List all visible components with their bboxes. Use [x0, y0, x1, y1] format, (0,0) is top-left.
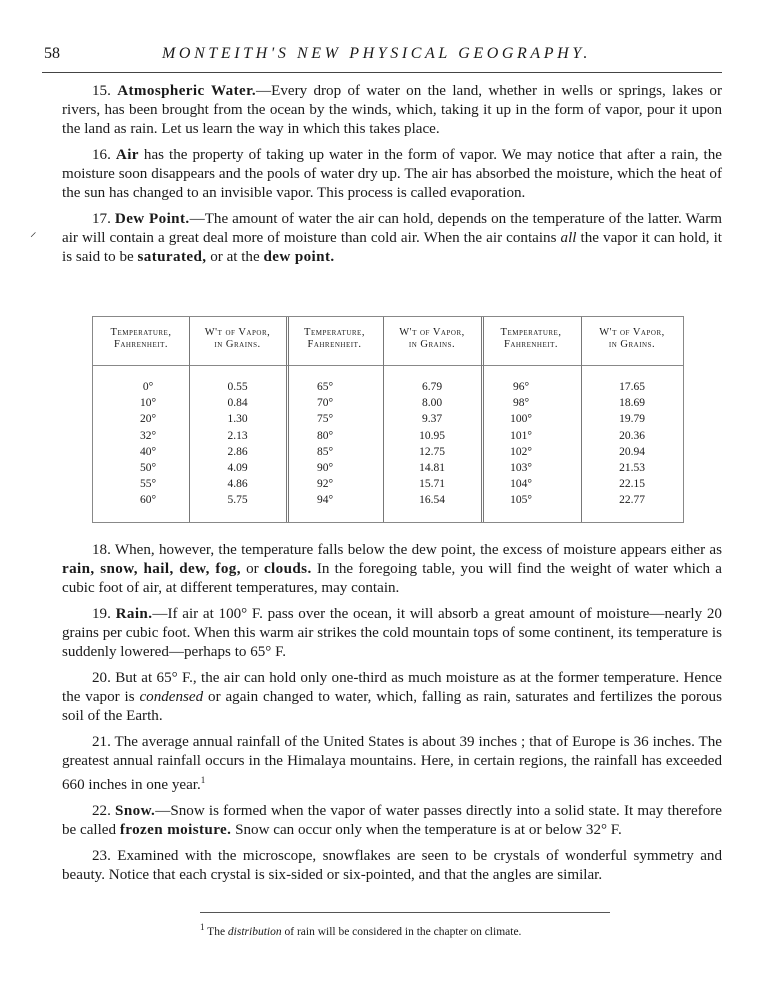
paragraph-number: 21. — [92, 734, 111, 750]
table-cell: 4.86 — [227, 478, 248, 491]
table-header-temperature: Temperature, Fahrenheit. — [110, 327, 172, 350]
paragraph-text: or again changed to water, which, falling as rain, saturates and fertilizes the porous soil of the Earth. — [62, 689, 722, 724]
table-cell: 20.36 — [619, 429, 645, 442]
paragraph-16 — [62, 146, 722, 203]
keyword: Atmospheric Water. — [117, 83, 257, 99]
table-column-temperature — [93, 379, 203, 509]
table-cell: 60° — [139, 494, 157, 507]
table-cell: 96° — [512, 381, 530, 393]
table-column-temperature — [286, 379, 364, 509]
table-cell: 15.71 — [419, 478, 445, 491]
emphasis: condensed — [139, 689, 204, 705]
paragraph-17 — [62, 210, 722, 267]
body-text-upper — [62, 82, 722, 274]
paragraph-text: the vapor it can hold, it is said to be — [62, 230, 722, 265]
table-cell: 90° — [316, 462, 334, 475]
body-text-lower — [62, 541, 722, 892]
table-header-weight: W't of Vapor, in Grains. — [599, 327, 665, 350]
table-column-weight — [383, 379, 481, 509]
table-cell: 0° — [142, 381, 154, 393]
table-cell: 9.37 — [421, 413, 443, 426]
table-cell: 102° — [510, 445, 532, 458]
footnote — [200, 920, 620, 939]
paragraph-number: 20. — [92, 670, 111, 686]
paragraph-text: —Snow is formed when the vapor of water passes directly into a solid state. It may therefore be called — [62, 803, 722, 839]
footnote-ref: 1 — [200, 775, 206, 785]
table-cell: 19.79 — [619, 413, 645, 426]
paragraph-18 — [62, 541, 722, 598]
table-cell: 20° — [139, 413, 157, 426]
table-cell: 40° — [139, 445, 157, 458]
table-cell: 17.65 — [619, 381, 645, 393]
running-header — [44, 44, 717, 64]
table-cell: 105° — [510, 494, 532, 507]
paragraph-text: —If air at 100° F. pass over the ocean, it will absorb a great amount of moisture—nearly 20 grains per cubic foot. When this warm air strikes the cold mountain tops of some continent, its temperature is suddenly lowered—perhaps to 65° F. — [62, 606, 722, 660]
table-header-temperature: Temperature, Fahrenheit. — [304, 327, 365, 350]
table-cell: 10° — [139, 397, 157, 410]
table-cell: 100° — [510, 413, 532, 426]
table-cell: 12.75 — [419, 445, 445, 458]
running-title: MONTEITH'S NEW PHYSICAL GEOGRAPHY. — [162, 45, 591, 62]
paragraph-text: Snow can occur only when the temperature is at or below 32° F. — [231, 822, 622, 839]
keyword: Rain. — [115, 606, 153, 622]
table-cell: 8.00 — [421, 397, 443, 410]
paragraph-number: 19. — [92, 606, 111, 622]
table-cell: 2.86 — [227, 445, 248, 458]
header-rule — [42, 72, 722, 73]
table-cell: 70° — [316, 397, 334, 410]
table-cell: 75° — [316, 413, 334, 426]
table-column-weight — [189, 379, 286, 509]
table-cell: 20.94 — [619, 445, 645, 458]
table-cell: 5.75 — [227, 494, 248, 507]
paragraph-text: Examined with the microscope, snowflakes are seen to be crystals of wonderful symmetry and beauty. Notice that each crystal is six-sided or six-pointed, and that the angles are similar. — [62, 848, 722, 884]
footnote-rule — [200, 912, 610, 913]
table-cell: 18.69 — [619, 397, 645, 410]
paragraph-text: When, however, the temperature falls below the dew point, the excess of moisture appears either as — [110, 542, 722, 558]
paragraph-number: 18. — [92, 542, 111, 558]
table-cell: 98° — [512, 397, 530, 410]
paragraph-text: has the property of taking up water in the form of vapor. We may notice that after a rain, the moisture soon disappears and the pools of water dry up. The air has absorbed the moisture, which the heat of the sun has changed to an invisible vapor. This process is called evaporation. — [62, 147, 722, 201]
table-cell: 6.79 — [421, 381, 443, 393]
footnote-text: of rain will be considered in the chapter on climate. — [281, 925, 522, 938]
paragraph-number: 17. — [92, 211, 111, 227]
table-cell: 104° — [510, 478, 532, 491]
keyword: Air — [115, 147, 139, 163]
table-cell: 92° — [316, 478, 334, 491]
table-column-weight — [581, 379, 683, 509]
paragraph-text: In the foregoing table, you will find the weight of water which a cubic foot of air, at different temperatures, may contain. — [62, 561, 722, 596]
keyword: saturated, — [137, 249, 207, 265]
vapor-table — [92, 316, 684, 523]
paragraph-text: The average annual rainfall of the United States is about 39 inches ; that of Europe is 36 inches. The greatest annual rainfall occurs in the Himalaya mountains. Here, in certain regions, the rainfall has exceeded 660 inches in one year. — [62, 734, 722, 794]
paragraph-21 — [62, 733, 722, 795]
table-header-weight: W't of Vapor, in Grains. — [399, 327, 465, 350]
table-cell: 101° — [510, 429, 532, 442]
paragraph-22 — [62, 802, 722, 840]
footnote-mark: 1 — [200, 922, 205, 932]
keyword: dew point. — [263, 249, 335, 265]
table-cell: 0.55 — [227, 381, 248, 393]
table-cell: 4.09 — [227, 462, 248, 475]
page-number: 58 — [44, 45, 60, 62]
paragraph-text: But at 65° F., the air can hold only one-third as much moisture as at the former temperature. Hence the vapor is — [62, 670, 722, 705]
table-cell: 94° — [316, 494, 334, 507]
keyword: clouds. — [263, 561, 312, 577]
table-cell: 80° — [316, 429, 334, 442]
keyword: frozen moisture. — [119, 822, 232, 839]
table-column-temperature — [481, 379, 561, 509]
table-cell: 2.13 — [227, 429, 248, 442]
paragraph-text: or — [240, 561, 264, 577]
paragraph-19 — [62, 605, 722, 662]
table-cell: 85° — [316, 445, 334, 458]
paragraph-number: 22. — [92, 803, 111, 820]
table-cell: 65° — [316, 381, 334, 393]
paragraph-text: or at the — [206, 249, 264, 265]
table-cell: 14.81 — [419, 462, 445, 475]
table-cell: 50° — [139, 462, 157, 475]
table-header-rule — [93, 365, 683, 366]
keyword: Snow. — [115, 803, 156, 820]
table-cell: 22.15 — [619, 478, 645, 491]
emphasis: all — [560, 230, 577, 246]
footnote-text: The — [204, 925, 228, 938]
table-cell: 1.30 — [227, 413, 248, 426]
keyword: rain, snow, hail, dew, fog, — [62, 561, 241, 577]
paragraph-15 — [62, 82, 722, 139]
paragraph-number: 15. — [92, 83, 111, 99]
table-cell: 103° — [510, 462, 532, 475]
table-cell: 32° — [139, 429, 157, 442]
table-cell: 21.53 — [619, 462, 645, 475]
table-header-temperature: Temperature, Fahrenheit. — [500, 327, 562, 350]
emphasis: distribution — [227, 925, 282, 938]
paragraph-20 — [62, 669, 722, 726]
table-cell: 0.84 — [227, 397, 248, 410]
table-cell: 10.95 — [419, 429, 445, 442]
paragraph-text: —Every drop of water on the land, whether in wells or springs, lakes or rivers, has been brought from the ocean by the winds, which, taking it up in the form of vapor, pour it upon the land as rain. Let us learn the way in which this takes place. — [62, 83, 722, 137]
table-header-weight: W't of Vapor, in Grains. — [204, 327, 271, 350]
table-cell: 16.54 — [419, 494, 445, 507]
paragraph-text: —The amount of water the air can hold, depends on the temperature of the latter. Warm air will contain a great deal more of moisture than cold air. When the air contains — [62, 211, 722, 246]
margin-mark: ⸝ — [30, 224, 37, 239]
table-cell: 55° — [139, 478, 157, 491]
keyword: Dew Point. — [114, 211, 190, 227]
paragraph-number: 23. — [92, 848, 111, 865]
paragraph-23 — [62, 847, 722, 885]
table-cell: 22.77 — [619, 494, 645, 507]
paragraph-number: 16. — [92, 147, 111, 163]
